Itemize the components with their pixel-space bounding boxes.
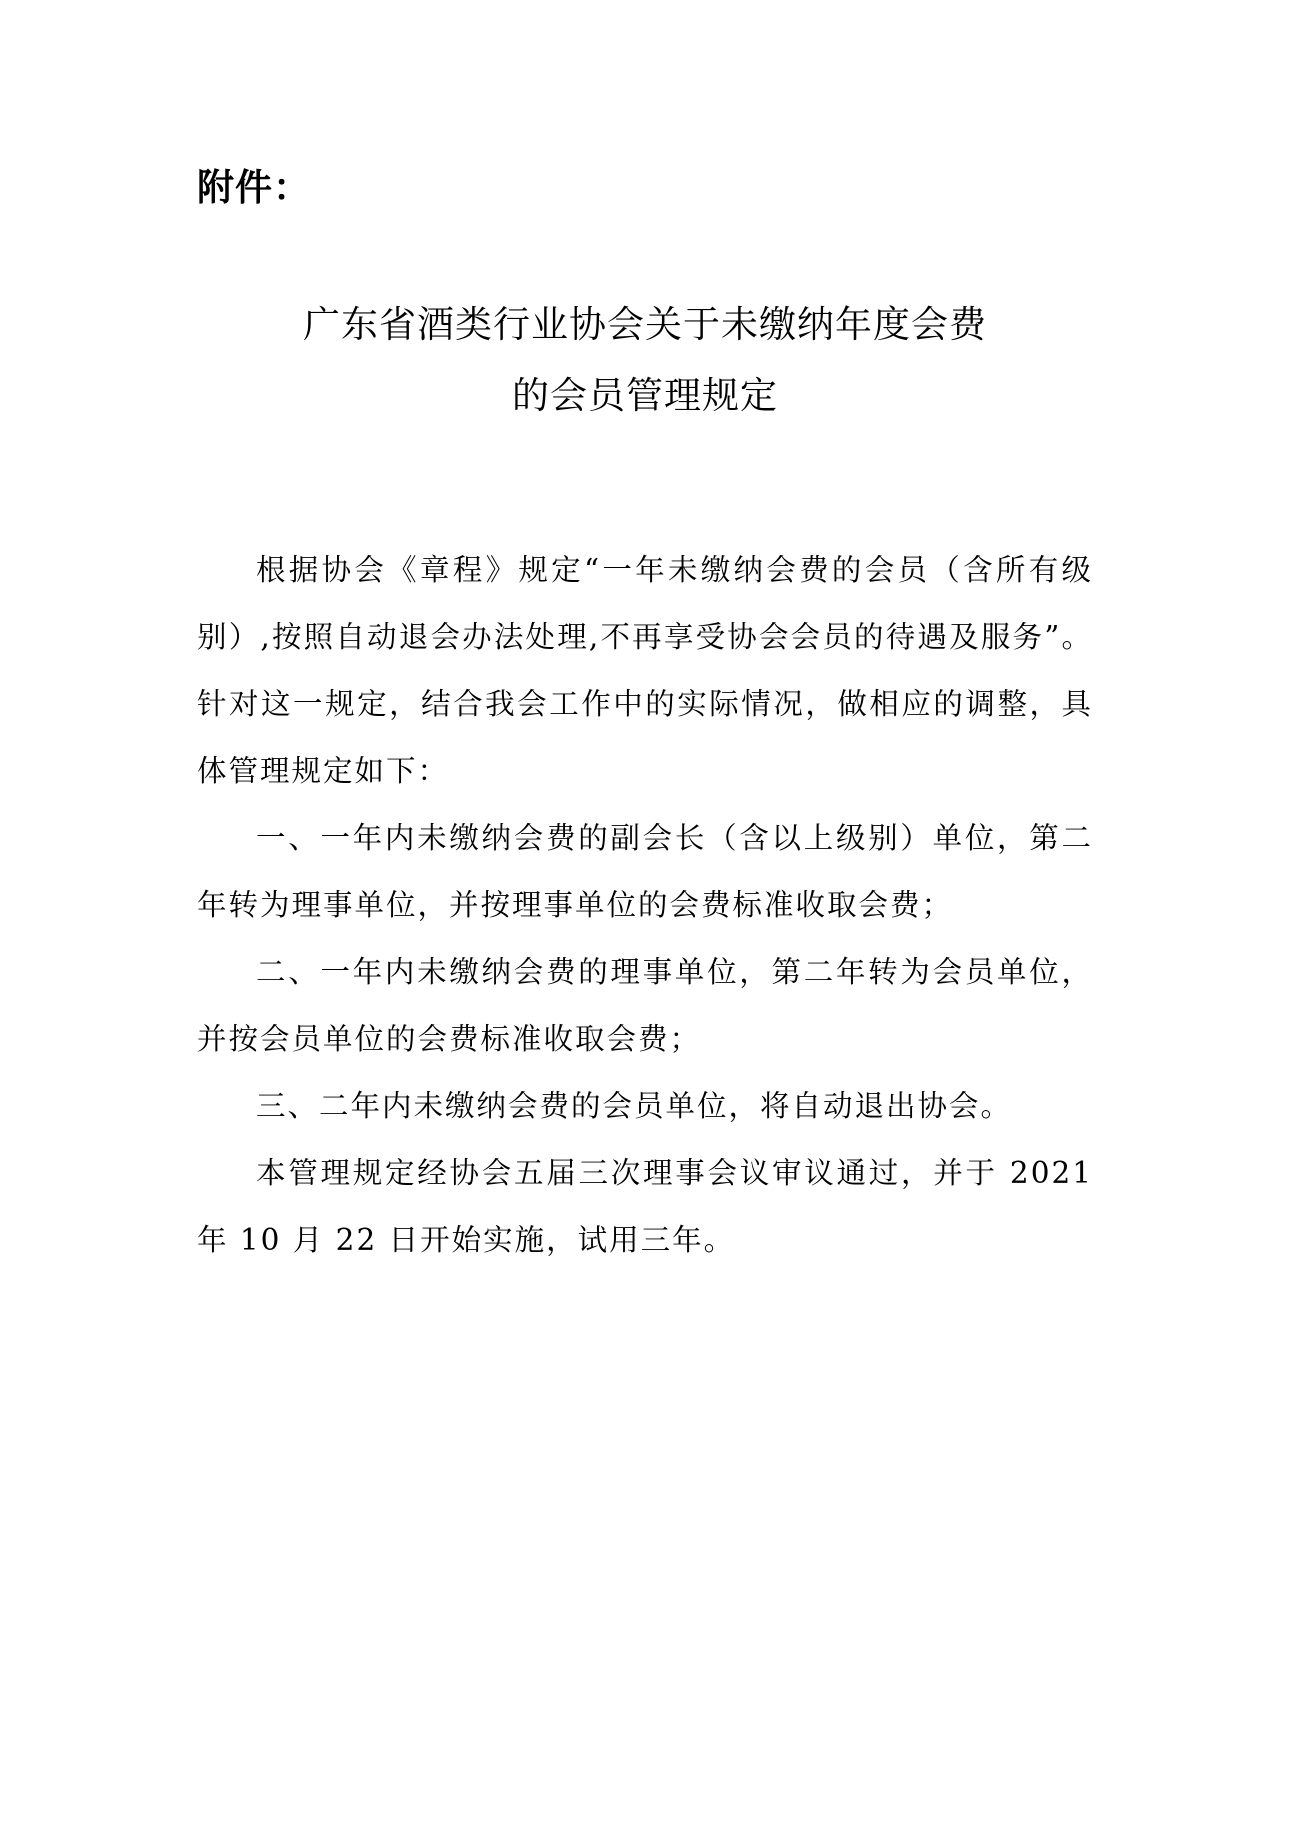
- document-title-line-2: 的会员管理规定: [512, 374, 778, 417]
- paragraph-rule-1: 一、一年内未缴纳会费的副会长（含以上级别）单位，第二年转为理事单位，并按理事单位的会费标准收取会费；: [197, 821, 1093, 922]
- paragraph-effective-date: 本管理规定经协会五届三次理事会议审议通过，并于 2021 年 10 月 22 日开始实施，试用三年。: [197, 1156, 1093, 1257]
- attachment-label: 附件：: [197, 166, 311, 209]
- paragraph-rule-2: 二、一年内未缴纳会费的理事单位，第二年转为会员单位，并按会员单位的会费标准收取会费；: [197, 955, 1093, 1056]
- paragraph-rule-3: 三、二年内未缴纳会费的会员单位，将自动退出协会。: [256, 1089, 1013, 1123]
- document-body: [197, 537, 1093, 1274]
- document-title-line-1: 广东省酒类行业协会关于未缴纳年度会费: [303, 303, 987, 346]
- paragraph-intro: 根据协会《章程》规定“一年未缴纳会费的会员（含所有级别）,按照自动退会办法处理,不再享受协会会员的待遇及服务”。针对这一规定，结合我会工作中的实际情况，做相应的调整，具体管理规定如下：: [197, 553, 1093, 788]
